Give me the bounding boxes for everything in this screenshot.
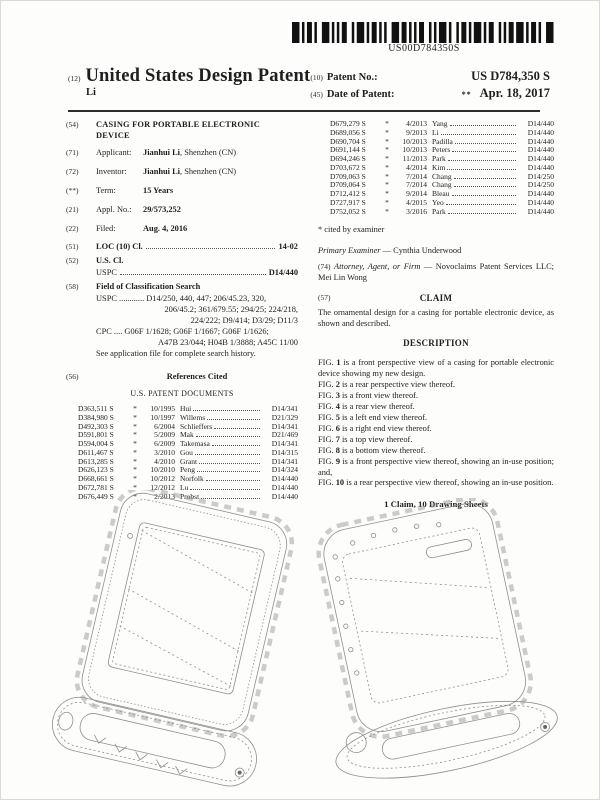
field-search-line: 224/222; D9/414; D3/29; D11/3 — [190, 315, 298, 325]
figure-description-line — [318, 402, 554, 413]
ref-inventor-name: Park — [432, 206, 446, 216]
fig-text: is a rear view thereof. — [339, 402, 415, 412]
claim-text: The ornamental design for a casing for portable electronic device, as shown and described. — [318, 307, 554, 328]
fig-number: 4 — [335, 402, 340, 412]
ref-inventor-name: Chang — [432, 171, 452, 181]
ref-classification: D14/440 — [271, 491, 298, 501]
field-number-52: (52) — [66, 256, 79, 266]
primary-examiner-line — [318, 246, 554, 257]
ref-dotted-leader — [446, 204, 516, 205]
figure-description-line — [318, 413, 554, 424]
ref-dotted-leader — [454, 186, 516, 187]
ref-classification: D14/440 — [527, 127, 554, 137]
field-number-54: (54) — [66, 120, 79, 129]
references-table-right — [318, 120, 554, 216]
ref-date: 4/2014 — [406, 162, 427, 172]
figure-front-perspective-image — [52, 490, 310, 795]
field-search-line: CPC .... G06F 1/1628; G06F 1/1667; G06F 1/1626; — [96, 326, 269, 336]
ref-inventor-name: Takemasa — [180, 439, 210, 449]
ref-classification: D14/440 — [527, 136, 554, 146]
ref-examiner-star: * — [385, 119, 389, 128]
reference-row — [330, 208, 554, 217]
fig-label: FIG. — [318, 478, 336, 488]
ref-inventor-name: Park — [432, 154, 446, 164]
ref-date: 7/2014 — [406, 180, 427, 190]
ref-date: 10/2013 — [402, 145, 427, 155]
fig-text: is a front perspective view of a casing for portable electronic device showing my new design. — [318, 358, 554, 379]
barcode-text: US00D784350S — [388, 43, 460, 54]
ref-patent-number: D709,064 S — [330, 180, 366, 190]
figure-description-line — [318, 478, 554, 489]
ref-date: 3/2016 — [406, 206, 427, 216]
claim-heading: CLAIM — [419, 293, 453, 304]
fig-label: FIG. — [318, 412, 336, 422]
ref-patent-number: D594,004 S — [78, 439, 114, 449]
ref-dotted-leader — [452, 195, 517, 196]
ref-patent-number: D694,246 S — [330, 154, 366, 164]
ref-examiner-star: * — [385, 154, 389, 164]
header-right — [310, 66, 550, 103]
filed-line — [96, 224, 298, 235]
right-column — [318, 120, 554, 511]
ref-examiner-star: * — [133, 421, 137, 431]
ref-classification: D14/440 — [527, 189, 554, 199]
ref-date: 12/2012 — [150, 482, 175, 492]
fig-label: FIG. — [318, 445, 336, 455]
ref-classification: D14/440 — [527, 206, 554, 216]
field-number-58: (58) — [66, 282, 79, 292]
ref-date: 7/2014 — [406, 171, 427, 181]
applicant-name: Jianhui Li — [143, 147, 181, 157]
uspc-label: USPC — [96, 268, 117, 278]
ref-examiner-star: * — [133, 430, 137, 440]
description-figure-lines — [318, 358, 554, 489]
references-cited-label: References Cited — [166, 371, 228, 381]
ref-date: 6/2009 — [154, 439, 175, 449]
dotted-leader — [146, 248, 276, 249]
loc-value: 14-02 — [278, 242, 298, 252]
ref-patent-number: D727,917 S — [330, 197, 366, 207]
term-value: 15 Years — [143, 185, 174, 195]
ref-dotted-leader — [441, 134, 516, 135]
ref-dotted-leader — [195, 454, 260, 455]
ref-patent-number: D689,056 S — [330, 127, 366, 137]
ref-date: 2/2013 — [154, 491, 175, 501]
ref-examiner-star: * — [133, 403, 137, 413]
inventor-name: Jianhui Li — [143, 166, 181, 176]
field-search-line: A47B 23/044; H04B 1/3888; A45C 11/00 — [158, 337, 298, 347]
ref-patent-number: D668,661 S — [78, 474, 114, 484]
term-extension-stars: ** — [461, 90, 472, 99]
ref-date: 4/2015 — [406, 197, 427, 207]
figure-description-line — [318, 424, 554, 435]
fig-number: 9 — [335, 456, 340, 466]
ref-dotted-leader — [199, 463, 260, 464]
ref-examiner-star: * — [385, 162, 389, 172]
ref-examiner-star: * — [385, 127, 389, 137]
description-heading: DESCRIPTION — [403, 337, 469, 348]
appl-no-value: 29/573,252 — [143, 204, 181, 214]
filed-value: Aug. 4, 2016 — [143, 223, 188, 233]
term-label: Term: — [96, 185, 116, 195]
ref-inventor-name: Lu — [180, 482, 189, 492]
fig-label: FIG. — [318, 423, 336, 433]
ref-classification: D14/341 — [271, 456, 298, 466]
fig-label: FIG. — [318, 402, 336, 412]
patent-no-label: Patent No.: — [326, 72, 378, 83]
ref-classification: D14/440 — [527, 154, 554, 164]
ref-dotted-leader — [455, 143, 516, 144]
fig-number: 6 — [335, 423, 340, 433]
fig-text: is a rear perspective view thereof, showing an in-use position. — [344, 478, 554, 488]
ref-inventor-name: Kim — [432, 162, 446, 172]
page-header — [68, 66, 550, 103]
ref-patent-number: D363,511 S — [78, 403, 114, 413]
ref-dotted-leader — [193, 410, 260, 411]
applicant-line — [96, 148, 298, 159]
fig-number: 8 — [335, 445, 340, 455]
ref-classification: D14/440 — [527, 197, 554, 207]
filed-label: Filed: — [96, 223, 116, 233]
term-line — [96, 186, 298, 197]
ref-date: 6/2004 — [154, 421, 175, 431]
figure-description-line — [318, 435, 554, 446]
ref-patent-number: D709,063 S — [330, 171, 366, 181]
ref-examiner-star: * — [133, 474, 137, 484]
us-cl-label: U.S. Cl. — [96, 256, 124, 266]
left-column — [66, 120, 298, 511]
fig-number: 7 — [335, 434, 340, 444]
applicant-address: , Shenzhen (CN) — [180, 147, 237, 157]
ref-patent-number: D613,285 S — [78, 456, 114, 466]
figure-description-line — [318, 358, 554, 380]
body-columns — [66, 120, 554, 511]
ref-classification: D14/341 — [271, 403, 298, 413]
ref-patent-number: D703,672 S — [330, 162, 366, 172]
ref-date: 10/2012 — [150, 474, 175, 484]
ref-classification: D14/324 — [271, 465, 298, 475]
inventor-label: Inventor: — [96, 166, 127, 176]
fig-label: FIG. — [318, 380, 336, 390]
inventor-address: , Shenzhen (CN) — [180, 166, 237, 176]
ref-patent-number: D752,052 S — [330, 206, 366, 216]
field-search-line: See application file for complete search history. — [96, 348, 256, 358]
fig-label: FIG. — [318, 456, 336, 466]
drawing-front-perspective — [52, 490, 310, 795]
field-number-22: (22) — [66, 223, 79, 233]
ref-inventor-name: Grant — [180, 456, 198, 466]
em-dash: — — [382, 246, 392, 256]
date-of-patent-value: Apr. 18, 2017 — [479, 86, 550, 100]
ref-patent-number: D492,303 S — [78, 421, 114, 431]
fig-text: is a top view thereof. — [339, 434, 413, 444]
figure-description-line — [318, 380, 554, 391]
ref-inventor-name: Bleau — [432, 189, 450, 199]
ref-examiner-star: * — [385, 136, 389, 146]
field-search-line: USPC ............ D14/250, 440, 447; 206/45.23, 320, — [96, 294, 267, 304]
fig-number: 1 — [336, 358, 341, 368]
application-number-line — [96, 205, 298, 216]
attorney-line — [318, 262, 554, 284]
ref-dotted-leader — [206, 480, 260, 481]
ref-classification: D14/440 — [527, 145, 554, 155]
ref-patent-number: D672,781 S — [78, 482, 114, 492]
ref-examiner-star: * — [133, 439, 137, 449]
ref-examiner-star: * — [133, 447, 137, 457]
invention-title: CASING FOR PORTABLE ELECTRONIC DEVICE — [96, 120, 260, 140]
ref-dotted-leader — [448, 213, 516, 214]
ref-inventor-name: Padilla — [432, 136, 453, 146]
ref-examiner-star: * — [133, 465, 137, 475]
ref-examiner-star: * — [133, 456, 137, 466]
header-left — [68, 66, 310, 103]
field-search-line: 206/45.2; 361/679.55; 294/25; 224/218, — [164, 305, 298, 315]
appl-no-label: Appl. No.: — [96, 204, 132, 214]
fig-number: 5 — [335, 412, 340, 422]
fig-number: 3 — [335, 391, 340, 401]
fig-number: 2 — [335, 380, 340, 390]
ref-classification: D14/341 — [271, 439, 298, 449]
ref-inventor-name: Yeo — [432, 197, 444, 207]
ref-examiner-star: * — [133, 412, 137, 422]
ref-classification: D21/469 — [271, 430, 298, 440]
barcode-image — [292, 22, 556, 43]
document-type-title: United States Design Patent — [85, 66, 311, 86]
ref-dotted-leader — [212, 445, 260, 446]
ref-inventor-name: Li — [432, 127, 439, 137]
uspc-line — [96, 268, 298, 279]
ref-date: 10/1997 — [150, 412, 175, 422]
ref-patent-number: D712,412 S — [330, 189, 366, 199]
ref-examiner-star: * — [385, 206, 389, 216]
ref-patent-number: D626,123 S — [78, 465, 114, 475]
figure-description-line — [318, 457, 554, 479]
ref-examiner-star: * — [385, 189, 389, 199]
fig-text: is a rear perspective view thereof. — [339, 380, 455, 390]
ref-examiner-star: * — [385, 180, 389, 190]
us-cl-heading — [96, 256, 298, 267]
ref-inventor-name: Norfolk — [180, 474, 204, 484]
primary-examiner-label: Primary Examiner — [318, 246, 381, 256]
us-patent-documents-heading: U.S. PATENT DOCUMENTS — [130, 388, 234, 398]
ref-inventor-name: Mak — [180, 430, 194, 440]
ref-classification: D14/440 — [527, 162, 554, 172]
ref-classification: D14/315 — [271, 447, 298, 457]
header-divider — [68, 110, 540, 112]
ref-classification: D21/329 — [271, 412, 298, 422]
ref-date: 9/2013 — [406, 127, 427, 137]
ref-date: 9/2014 — [406, 189, 427, 199]
references-cited-heading — [96, 372, 298, 383]
ref-inventor-name: Yang — [432, 119, 448, 128]
ref-date: 4/2010 — [154, 456, 175, 466]
ref-examiner-star: * — [385, 171, 389, 181]
ref-inventor-name: Willems — [180, 412, 206, 422]
drawing-rear-perspective — [286, 498, 564, 783]
ref-patent-number: D691,144 S — [330, 145, 366, 155]
ref-dotted-leader — [454, 178, 516, 179]
ref-inventor-name: Peters — [432, 145, 451, 155]
ref-inventor-name: Schlieffers — [180, 421, 213, 431]
dotted-leader — [120, 274, 266, 275]
claim-sheets-note: 1 Claim, 10 Drawing Sheets — [384, 499, 488, 510]
ref-patent-number: D591,801 S — [78, 430, 114, 440]
claim-heading-row — [318, 293, 554, 305]
figure-rear-perspective-image — [286, 498, 564, 783]
ref-classification: D14/440 — [271, 474, 298, 484]
ref-examiner-star: * — [385, 197, 389, 207]
ref-date: 3/2010 — [154, 447, 175, 457]
field-number-74: (74) — [318, 262, 331, 272]
field-number-12: (12) — [68, 74, 81, 83]
fig-text: is a front perspective view thereof, showing an in-use position; and, — [318, 456, 554, 477]
fig-text: is a bottom view thereof. — [339, 445, 426, 455]
ref-inventor-name: Probst — [180, 491, 200, 501]
figure-description-line — [318, 446, 554, 457]
ref-examiner-star: * — [385, 145, 389, 155]
ref-classification: D14/250 — [527, 180, 554, 190]
ref-dotted-leader — [196, 436, 260, 437]
ref-inventor-name: Hui — [180, 403, 192, 413]
ref-inventor-name: Peng — [180, 465, 195, 475]
field-number-10: (10) — [310, 73, 323, 82]
uspc-value: D14/440 — [268, 268, 298, 278]
fig-text: is a front view thereof. — [339, 391, 419, 401]
field-number-71: (71) — [66, 147, 79, 157]
date-of-patent-label: Date of Patent: — [326, 89, 395, 100]
barcode — [292, 22, 556, 54]
ref-classification: D14/341 — [271, 421, 298, 431]
ref-dotted-leader — [197, 471, 260, 472]
ref-classification: D14/250 — [527, 171, 554, 181]
ref-examiner-star: * — [133, 482, 137, 492]
ref-date: 5/2009 — [154, 430, 175, 440]
ref-date: 4/2013 — [406, 119, 427, 128]
cited-by-examiner-note: * cited by examiner — [318, 225, 385, 235]
primary-examiner-name: Cynthia Underwood — [393, 246, 462, 256]
fig-label: FIG. — [318, 434, 336, 444]
ref-examiner-star: * — [133, 491, 137, 501]
ref-inventor-name: Gou — [180, 447, 193, 457]
inventor-line — [96, 167, 298, 178]
references-table-left — [66, 405, 298, 501]
loc-label: LOC (10) Cl. — [96, 242, 143, 252]
field-search-label: Field of Classification Search — [96, 282, 201, 292]
field-number-51: (51) — [66, 242, 79, 252]
field-number-21: (21) — [66, 204, 79, 214]
applicant-label: Applicant: — [96, 147, 132, 157]
ref-patent-number: D384,980 S — [78, 412, 114, 422]
fig-label: FIG. — [318, 391, 336, 401]
ref-patent-number: D676,449 S — [78, 491, 114, 501]
ref-patent-number: D690,704 S — [330, 136, 366, 146]
ref-dotted-leader — [448, 160, 516, 161]
ref-dotted-leader — [450, 125, 517, 126]
fig-number: 10 — [335, 478, 345, 488]
ref-inventor-name: Chang — [432, 180, 452, 190]
em-dash: — — [423, 262, 433, 272]
ref-dotted-leader — [214, 428, 260, 429]
ref-dotted-leader — [447, 169, 516, 170]
fig-label: FIG. — [318, 358, 337, 368]
ref-patent-number: D611,467 S — [78, 447, 114, 457]
figure-description-line — [318, 391, 554, 402]
field-number-term: (**) — [66, 185, 79, 195]
ref-date: 10/2010 — [150, 465, 175, 475]
ref-classification: D14/440 — [271, 482, 298, 492]
field-number-72: (72) — [66, 166, 79, 176]
ref-patent-number: D679,279 S — [330, 119, 366, 128]
ref-dotted-leader — [207, 419, 260, 420]
field-search-heading — [96, 282, 298, 293]
ref-date: 10/1995 — [150, 403, 175, 413]
attorney-label: Attorney, Agent, or Firm — [333, 262, 421, 272]
field-number-45: (45) — [310, 90, 323, 99]
ref-dotted-leader — [452, 151, 516, 152]
field-number-57: (57) — [318, 293, 331, 303]
attorney-value: Novoclaims Patent Services LLC; Mei Lin Wong — [318, 262, 555, 283]
fig-text: is a left end view thereof. — [339, 412, 428, 422]
field-search-lines — [96, 294, 298, 360]
ref-date: 10/2013 — [402, 136, 427, 146]
field-number-56: (56) — [66, 371, 79, 381]
patent-no-value: US D784,350 S — [471, 69, 550, 83]
fig-text: is a right end view thereof. — [339, 423, 432, 433]
inventor-surname: Li — [86, 87, 96, 98]
ref-date: 11/2013 — [402, 154, 427, 164]
loc-class-line — [96, 242, 298, 253]
ref-classification: D14/440 — [527, 119, 554, 128]
